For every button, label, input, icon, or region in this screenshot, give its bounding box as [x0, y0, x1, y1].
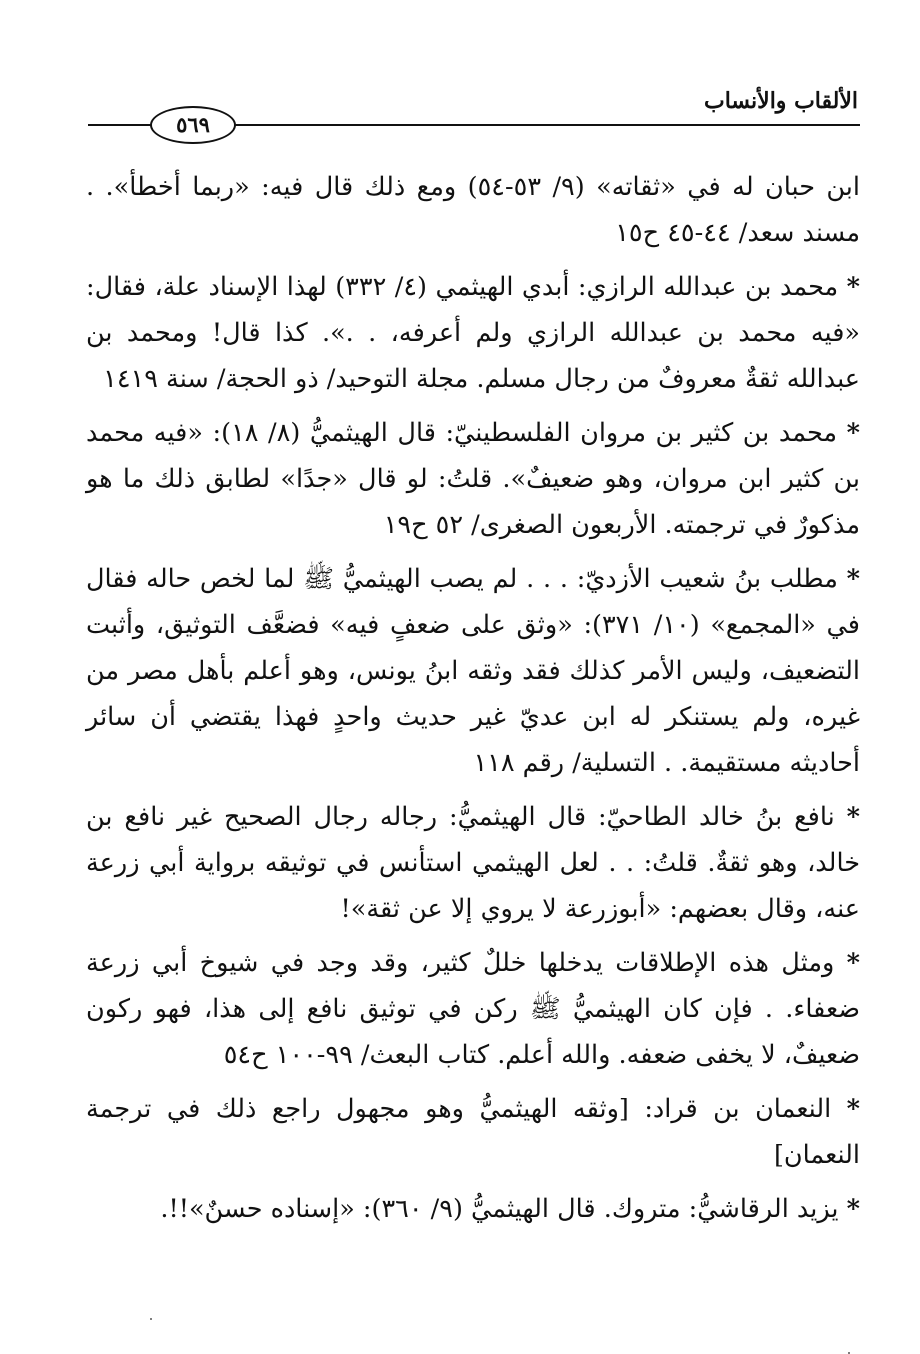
paragraph-text: ابن حبان له في «ثقاته» (٩/ ٥٣-٥٤) ومع ذلك قال فيه: «ربما أخطأ». . مسند سعد/ ٤٤-٤٥ ح١٥ — [86, 172, 860, 248]
paragraph-text: مطلب بنُ شعيب الأزديّ: . . . لم يصب الهيثميُّ ﷺ لما لخص حاله فقال في «المجمع» (١٠/ ٣٧١): «وثق على ضعفٍ فيه» فضعَّف التوثيق، وأثبت التضعيف، وليس الأمر كذلك فقد وثقه ابنُ يونس، وهو أعلم بأهل مصر من غيره، ولم يستنكر له ابن عديّ غير حديث واحدٍ فهذا يقتضي أن سائر أحاديثه مستقيمة. . التسلية/ رقم ١١٨ — [86, 564, 860, 778]
scan-speck — [150, 1318, 152, 1320]
paragraph — [86, 794, 860, 932]
running-title: الألقاب والأنساب — [703, 88, 858, 114]
paragraph — [86, 264, 860, 402]
paragraph — [86, 556, 860, 786]
paragraph — [86, 940, 860, 1078]
page-body — [86, 164, 860, 1240]
page-header — [88, 84, 860, 154]
paragraph-marker: * — [846, 948, 861, 978]
paragraph-marker: * — [846, 564, 861, 594]
paragraph-marker: * — [846, 802, 860, 832]
paragraph-text: محمد بن كثير بن مروان الفلسطينيّ: قال الهيثميُّ (٨/ ١٨): «فيه محمد بن كثير ابن مروان، وهو ضعيفٌ». قلتُ: لو قال «جدًا» لطابق ذلك ما هو مذكورٌ في ترجمته. الأربعون الصغرى/ ٥٢ ح١٩ — [86, 418, 860, 540]
paragraph-marker: * — [846, 272, 861, 302]
paragraph — [86, 1186, 860, 1232]
paragraph-text: ومثل هذه الإطلاقات يدخلها خللٌ كثير، وقد وجد في شيوخ أبي زرعة ضعفاء. . فإن كان الهيثميُّ ﷺ ركن في توثيق نافع إلى هذا، فهو ركون ضعيفٌ، لا يخفى ضعفه. والله أعلم. كتاب البعث/ ٩٩-١٠٠ ح٥٤ — [86, 948, 860, 1070]
paragraph-marker: * — [846, 1194, 860, 1224]
paragraph-marker: * — [846, 418, 861, 448]
paragraph-text: يزيد الرقاشيُّ: متروك. قال الهيثميُّ (٩/ ٣٦٠): «إسناده حسنٌ»!!. — [160, 1194, 839, 1224]
paragraph — [86, 1086, 860, 1178]
paragraph — [86, 410, 860, 548]
paragraph-text: النعمان بن قراد: [وثقه الهيثميُّ وهو مجهول راجع ذلك في ترجمة النعمان] — [86, 1094, 860, 1170]
page-number: ٥٦٩ — [150, 106, 236, 144]
paragraph-text: محمد بن عبدالله الرازي: أبدي الهيثمي (٤/ ٣٣٢) لهذا الإسناد علة، فقال: «فيه محمد بن عبدالله الرازي ولم أعرفه، . .». كذا قال! ومحمد بن عبدالله ثقةٌ معروفٌ من رجال مسلم. مجلة التوحيد/ ذو الحجة/ سنة ١٤١٩ — [86, 272, 860, 394]
paragraph-marker: * — [846, 1094, 860, 1124]
paragraph-text: نافع بنُ خالد الطاحيّ: قال الهيثميُّ: رجاله رجال الصحيح غير نافع بن خالد، وهو ثقةٌ. قلتُ: . . لعل الهيثمي استأنس في توثيقه برواية أبي زرعة عنه، وقال بعضهم: «أبوزرعة لا يروي إلا عن ثقة»! — [86, 802, 860, 924]
paragraph — [86, 164, 860, 256]
